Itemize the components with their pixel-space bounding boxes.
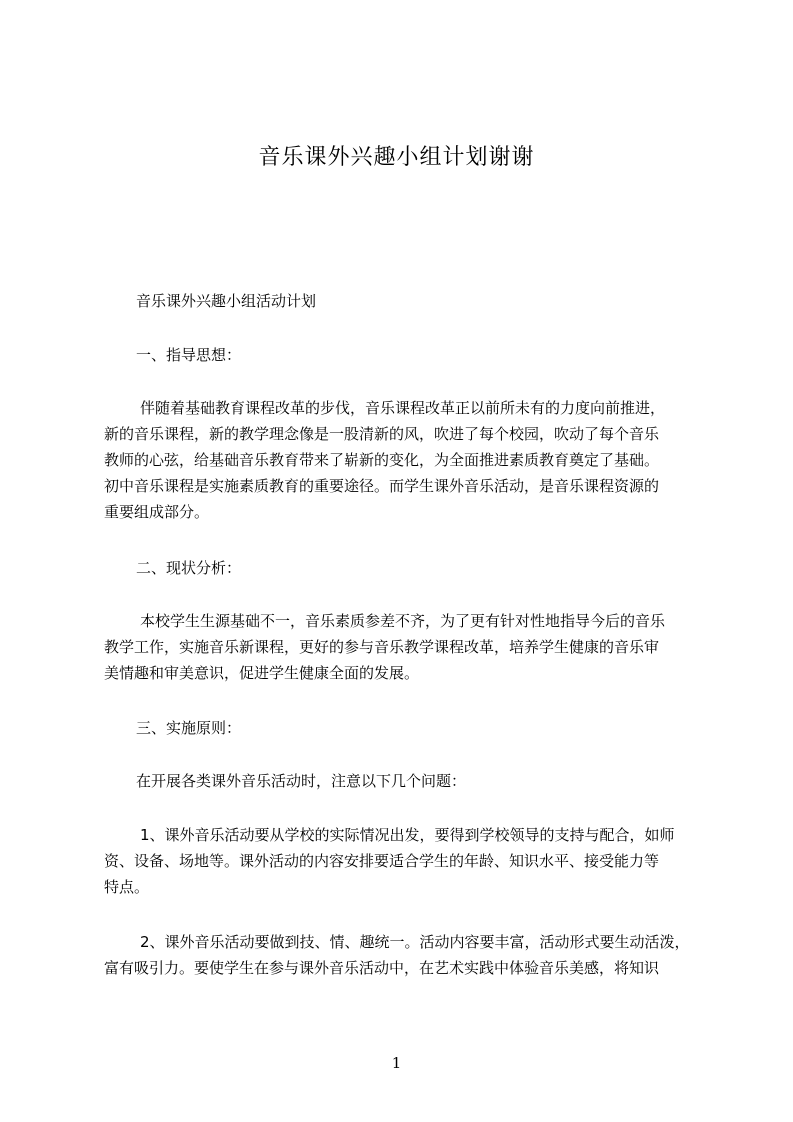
guiding-line-5: 重要组成部分。: [104, 503, 210, 521]
guiding-line-3: 教师的心弦，给基础音乐教育带来了崭新的变化，为全面推进素质教育奠定了基础。: [104, 451, 660, 469]
status-heading-line: 二、现状分析：: [136, 559, 242, 577]
status-line-2: 教学工作，实施音乐新课程，更好的参与音乐教学课程改革，培养学生健康的音乐审: [104, 638, 660, 656]
status-paragraph: [104, 608, 704, 686]
point1-line-2: 资、设备、场地等。课外活动的内容安排要适合学生的年龄、知识水平、接受能力等: [104, 852, 660, 870]
guiding-line-1: 伴随着基础教育课程改革的步伐，音乐课程改革正以前所未有的力度向前推进，: [140, 399, 666, 417]
document-title: 音乐课外兴趣小组计划谢谢: [258, 145, 535, 170]
guiding-heading: [104, 342, 704, 368]
principles-intro: [104, 768, 704, 794]
guiding-line-2: 新的音乐课程，新的教学理念像是一股清新的风，吹进了每个校园，吹动了每个音乐: [104, 425, 660, 443]
subtitle-line: 音乐课外兴趣小组活动计划: [136, 292, 317, 310]
guiding-paragraph: [104, 395, 704, 525]
status-line-1: 本校学生生源基础不一，音乐素质参差不齐，为了更有针对性地指导今后的音乐: [140, 612, 666, 630]
principles-heading: [104, 715, 704, 741]
point1-paragraph: [104, 822, 704, 900]
point1-line-3: 特点。: [104, 878, 150, 896]
guiding-line-4: 初中音乐课程是实施素质教育的重要途径。而学生课外音乐活动，是音乐课程资源的: [104, 477, 660, 495]
point2-line-1: 2、课外音乐活动要做到技、情、趣统一。活动内容要丰富，活动形式要生动活泼，: [140, 933, 690, 951]
page-number: 1: [391, 1054, 402, 1072]
point1-line-1: 1、课外音乐活动要从学校的实际情况出发，要得到学校领导的支持与配合，如师: [140, 826, 675, 844]
point2-line-2: 富有吸引力。要使学生在参与课外音乐活动中，在艺术实践中体验音乐美感，将知识: [104, 959, 660, 977]
guiding-heading-line: 一、指导思想：: [136, 346, 242, 364]
status-heading: [104, 555, 704, 581]
subtitle-paragraph: [104, 288, 704, 314]
status-line-3: 美情趣和审美意识，促进学生健康全面的发展。: [104, 664, 420, 682]
principles-intro-line: 在开展各类课外音乐活动时，注意以下几个问题：: [136, 772, 467, 790]
principles-heading-line: 三、实施原则：: [136, 719, 242, 737]
point2-paragraph: [104, 929, 704, 981]
